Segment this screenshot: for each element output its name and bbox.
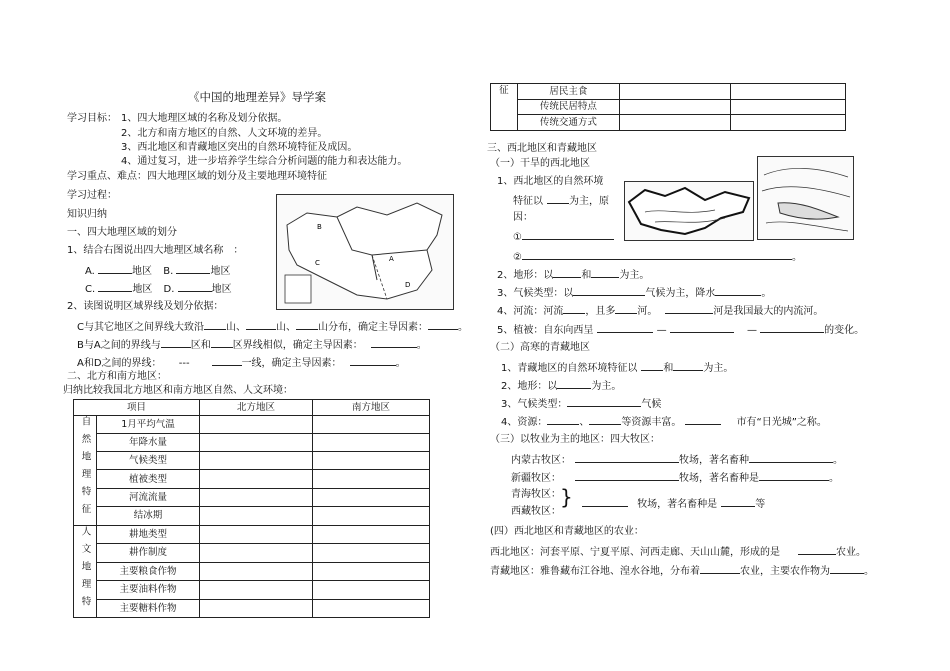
answer-blank[interactable] [700, 564, 740, 574]
text-fragment: --- [178, 358, 190, 369]
table-cell[interactable] [200, 507, 313, 525]
table-cell[interactable] [200, 415, 313, 433]
goal-1: 1、四大地理区域的名称及划分依据。 [121, 113, 288, 124]
text-fragment: 2、地形：以 [497, 270, 554, 281]
text-fragment: — [746, 325, 757, 336]
table-cell[interactable] [313, 452, 430, 470]
table-cell[interactable] [313, 488, 430, 506]
table-cell[interactable] [200, 544, 313, 563]
blank-d[interactable] [178, 282, 212, 292]
group-human: 人文地理特 [79, 525, 91, 613]
answer-blank[interactable] [589, 415, 621, 425]
table-cell [74, 525, 97, 618]
northwest-heading: （一）干旱的西北地区 [490, 158, 590, 169]
agri-qinghai-tibet [490, 564, 874, 578]
text-fragment: 特征以 [513, 196, 543, 207]
table-cell[interactable] [731, 84, 846, 100]
answer-blank[interactable] [760, 323, 824, 333]
q2-line-3: A和D之间的界线： --- 一线，确定主导因素： 。 [77, 358, 406, 369]
answer-blank[interactable] [759, 471, 829, 481]
table-row-label: 耕作制度 [97, 544, 200, 563]
text-fragment: 。 [761, 288, 772, 299]
text-fragment: 山、 [225, 322, 246, 333]
table-row-label: 主要粮食作物 [97, 562, 200, 581]
table-row-label: 传统民居特点 [517, 99, 619, 115]
answer-blank[interactable] [547, 415, 579, 425]
text-fragment: 3、气候类型： [501, 399, 568, 410]
text-fragment: 西北地区：河套平原、宁夏平原、河西走廊、天山山麓，形成的是 [490, 547, 780, 558]
nw-q5 [497, 323, 864, 337]
north-south-table [73, 399, 430, 618]
text-fragment: 4、河流：河流 [497, 306, 564, 317]
text-fragment: A和D之间的界线： [77, 358, 162, 369]
text-fragment: 地区 [132, 266, 153, 277]
table-cell[interactable] [200, 488, 313, 506]
answer-blank[interactable] [597, 323, 653, 333]
text-fragment: 。 [829, 473, 839, 484]
table-row-label: 植被类型 [97, 470, 200, 488]
pasture-qinghai: 青海牧区： [511, 489, 561, 500]
text-fragment: 牧场，著名畜种 [679, 455, 749, 466]
qinghai-tibet-map [757, 156, 854, 240]
text-fragment: 地区 [211, 284, 232, 295]
answer-blank[interactable] [371, 338, 417, 348]
answer-blank[interactable] [161, 338, 191, 348]
qinghai-tibet-heading: （二）高寒的青藏地区 [490, 342, 590, 353]
table-cell[interactable] [313, 415, 430, 433]
table-row-label: 结冰期 [97, 507, 200, 525]
nw-q1-b [513, 194, 609, 208]
table-cell[interactable] [620, 99, 731, 115]
table-cell[interactable] [200, 433, 313, 451]
section-2-heading: 二、北方和南方地区： [67, 371, 167, 382]
goal-2: 2、北方和南方地区的自然、人文环境的差异。 [121, 128, 328, 139]
knowledge-label: 知识归纳 [67, 209, 107, 220]
section-1-heading: 一、四大地理区域的划分 [67, 227, 177, 238]
text-fragment: 气候 [641, 399, 662, 410]
pasture-inner-mongolia [511, 453, 843, 467]
q2-line-2: B与A之间的界线与 区和 区界线相似，确定主导因素： 。 [77, 340, 427, 351]
nw-q4 [497, 304, 823, 318]
table-cell[interactable] [200, 525, 313, 544]
map-label-a: A [389, 255, 394, 263]
table-row-label: 传统交通方式 [517, 115, 619, 131]
answer-blank[interactable] [575, 471, 679, 481]
text-fragment: ① [513, 232, 522, 243]
nw-reason-2: ② 。 [513, 252, 802, 263]
map-label-c: C [315, 259, 320, 267]
text-fragment: 区界线相似，确定主导因素： [232, 340, 363, 351]
answer-blank[interactable] [715, 286, 761, 296]
qt-q1 [501, 361, 733, 375]
text-fragment: 为主。 [703, 363, 734, 374]
text-fragment: 气候为主，降水 [645, 288, 716, 299]
th-item: 项目 [74, 400, 200, 416]
group-continued: 征 [491, 84, 518, 131]
table-row-label: 气候类型 [97, 452, 200, 470]
text-fragment: 新疆牧区： [511, 473, 561, 484]
text-fragment: ，且多 [585, 306, 616, 317]
table-cell [74, 415, 97, 525]
agriculture-heading: (四）西北地区和青藏地区的农业： [490, 526, 644, 537]
text-fragment: 5、植被：自东向西呈 [497, 325, 594, 336]
text-fragment: 农业。 [836, 547, 866, 558]
qinghai-tibet-map-icon [758, 157, 853, 239]
answer-blank[interactable] [749, 453, 833, 463]
answer-blank[interactable] [522, 250, 792, 260]
blank-c[interactable] [98, 282, 132, 292]
text-fragment: B. [163, 266, 174, 277]
answer-blank[interactable] [665, 304, 713, 314]
text-fragment: 牧场，著名畜种是 [637, 499, 718, 510]
q1-row-2 [85, 282, 232, 296]
table-cell[interactable] [313, 544, 430, 563]
table-cell[interactable] [313, 599, 430, 618]
text-fragment: 2、地形：以 [501, 381, 558, 392]
answer-blank[interactable] [547, 194, 569, 204]
text-fragment: 的变化。 [824, 325, 865, 336]
text-fragment: 地区 [132, 284, 153, 295]
question-1: 1、结合右图说出四大地理区域名称 ： [67, 245, 244, 256]
answer-blank[interactable] [563, 304, 585, 314]
answer-blank[interactable] [673, 361, 703, 371]
table-row-label: 主要油料作物 [97, 581, 200, 600]
text-fragment: C与其它地区之间界线大致沿 [77, 322, 204, 333]
pasture-xinjiang [511, 471, 839, 485]
process-label: 学习过程： [67, 190, 117, 201]
answer-blank[interactable] [522, 230, 614, 240]
page-title: 《中国的地理差异》导学案 [188, 90, 326, 104]
text-fragment: 等资源丰富。 [621, 417, 682, 428]
text-fragment: 农业，主要农作物为 [740, 566, 830, 577]
nw-q3 [497, 286, 771, 300]
table-row-label: 耕地类型 [97, 525, 200, 544]
table-row-label: 居民主食 [517, 84, 619, 100]
text-fragment: 一线，确定主导因素： [241, 358, 342, 369]
answer-blank[interactable] [296, 320, 318, 330]
answer-blank[interactable] [204, 320, 226, 330]
text-fragment: 山分布，确定主导因素： [317, 322, 428, 333]
answer-blank[interactable] [685, 415, 721, 425]
qt-q3 [501, 397, 661, 411]
continued-table [490, 83, 846, 131]
goals-label: 学习目标： [67, 113, 117, 124]
answer-blank[interactable] [428, 320, 458, 330]
map-label-d: D [405, 281, 411, 289]
text-fragment: 区和 [190, 340, 211, 351]
group-natural: 自然地理特征 [79, 415, 91, 521]
pasture-heading: （三）以牧业为主的地区：四大牧区： [490, 434, 660, 445]
map-label-b: B [317, 223, 322, 231]
text-fragment: A. [85, 266, 95, 277]
answer-blank[interactable] [573, 286, 645, 296]
table-cell[interactable] [200, 562, 313, 581]
table-cell[interactable] [313, 562, 430, 581]
text-fragment: 市有“日光城”之称。 [736, 417, 827, 428]
goal-3: 3、西北地区和青藏地区突出的自然环境特征及成因。 [121, 142, 358, 153]
answer-blank[interactable] [721, 497, 755, 507]
pasture-tibet: 西藏牧区： [511, 506, 561, 517]
qt-q2 [501, 379, 621, 393]
table-cell[interactable] [313, 507, 430, 525]
text-fragment: B与A之间的界线与 [77, 340, 161, 351]
text-fragment: 1、青藏地区的自然环境特征以 [501, 363, 638, 374]
table-row-label: 年降水量 [97, 433, 200, 451]
table-row-label: 河流流量 [97, 488, 200, 506]
answer-blank[interactable] [212, 356, 242, 366]
table-cell[interactable] [200, 581, 313, 600]
answer-blank[interactable] [591, 268, 619, 278]
section-3-heading: 三、西北地区和青藏地区 [487, 143, 597, 154]
text-fragment: 为主。 [591, 381, 622, 392]
text-fragment: 、 [579, 417, 590, 428]
table-cell[interactable] [200, 452, 313, 470]
table-cell[interactable] [313, 581, 430, 600]
blank-b[interactable] [176, 264, 210, 274]
table-cell[interactable] [620, 84, 731, 100]
brace-icon: } [560, 485, 573, 509]
th-south: 南方地区 [313, 400, 430, 416]
northwest-map [624, 181, 754, 241]
pasture-shared [582, 497, 765, 511]
q1-row-1 [85, 264, 230, 278]
goal-4: 4、通过复习，进一步培养学生综合分析问题的能力和表达能力。 [121, 156, 408, 167]
table-cell[interactable] [620, 115, 731, 131]
nw-reason-1 [513, 230, 614, 244]
nw-q1-d: 因： [513, 212, 533, 223]
blank-a[interactable] [98, 264, 132, 274]
nw-q1-a: 1、西北地区的自然环境 [497, 176, 604, 187]
answer-blank[interactable] [553, 268, 581, 278]
answer-blank[interactable] [211, 338, 233, 348]
answer-blank[interactable] [582, 497, 628, 507]
text-fragment: 地区 [210, 266, 231, 277]
answer-blank[interactable] [798, 545, 836, 555]
answer-blank[interactable] [670, 323, 734, 333]
text-fragment: 3、气候类型：以 [497, 288, 574, 299]
agri-northwest [490, 545, 866, 559]
table-cell[interactable] [313, 525, 430, 544]
answer-blank[interactable] [830, 564, 864, 574]
qt-q4 [501, 415, 827, 429]
q2-line-1: C与其它地区之间界线大致沿 山、 山、 山分布，确定主导因素： 。 [77, 322, 468, 333]
table-row-label: 1月平均气温 [97, 415, 200, 433]
text-fragment: 和 [663, 363, 674, 374]
answer-blank[interactable] [246, 320, 276, 330]
table-cell[interactable] [200, 470, 313, 488]
text-fragment: 河是我国最大的内流河。 [713, 306, 824, 317]
answer-blank[interactable] [350, 356, 396, 366]
answer-blank[interactable] [641, 361, 663, 371]
china-regions-map [276, 194, 454, 310]
text-fragment: D. [163, 284, 175, 295]
text-fragment: ② [513, 252, 522, 263]
table-cell[interactable] [731, 99, 846, 115]
question-2: 2、读图说明区域界线及划分依据： [67, 301, 224, 312]
text-fragment: 青藏地区：雅鲁藏布江谷地、湟水谷地，分布着 [490, 566, 700, 577]
text-fragment: — [656, 325, 667, 336]
northwest-map-icon [625, 182, 753, 240]
china-map-icon [277, 195, 453, 309]
text-fragment: 河。 [637, 306, 658, 317]
key-points: 学习重点、难点：四大地理区域的划分及主要地理环境特征 [67, 171, 327, 182]
answer-blank[interactable] [567, 397, 641, 407]
text-fragment: 为主，原 [569, 196, 609, 207]
text-fragment: 。 [864, 566, 874, 577]
text-fragment: C. [85, 284, 96, 295]
table-cell[interactable] [731, 115, 846, 131]
nw-q2 [497, 268, 649, 282]
answer-blank[interactable] [557, 379, 591, 389]
table-cell[interactable] [313, 470, 430, 488]
section-2-desc: 归纳比较我国北方地区和南方地区自然、人文环境： [63, 385, 293, 396]
table-cell[interactable] [200, 599, 313, 618]
table-cell[interactable] [313, 433, 430, 451]
answer-blank[interactable] [575, 453, 679, 463]
table-row-label: 主要糖料作物 [97, 599, 200, 618]
text-fragment: 4、资源： [501, 417, 548, 428]
text-fragment: 山、 [275, 322, 296, 333]
text-fragment: 内蒙古牧区： [511, 455, 571, 466]
text-fragment: 牧场，著名畜种是 [679, 473, 759, 484]
answer-blank[interactable] [615, 304, 637, 314]
text-fragment: 。 [833, 455, 843, 466]
text-fragment: 和 [581, 270, 592, 281]
text-fragment: 等 [755, 499, 766, 510]
text-fragment: 为主。 [619, 270, 650, 281]
th-north: 北方地区 [200, 400, 313, 416]
